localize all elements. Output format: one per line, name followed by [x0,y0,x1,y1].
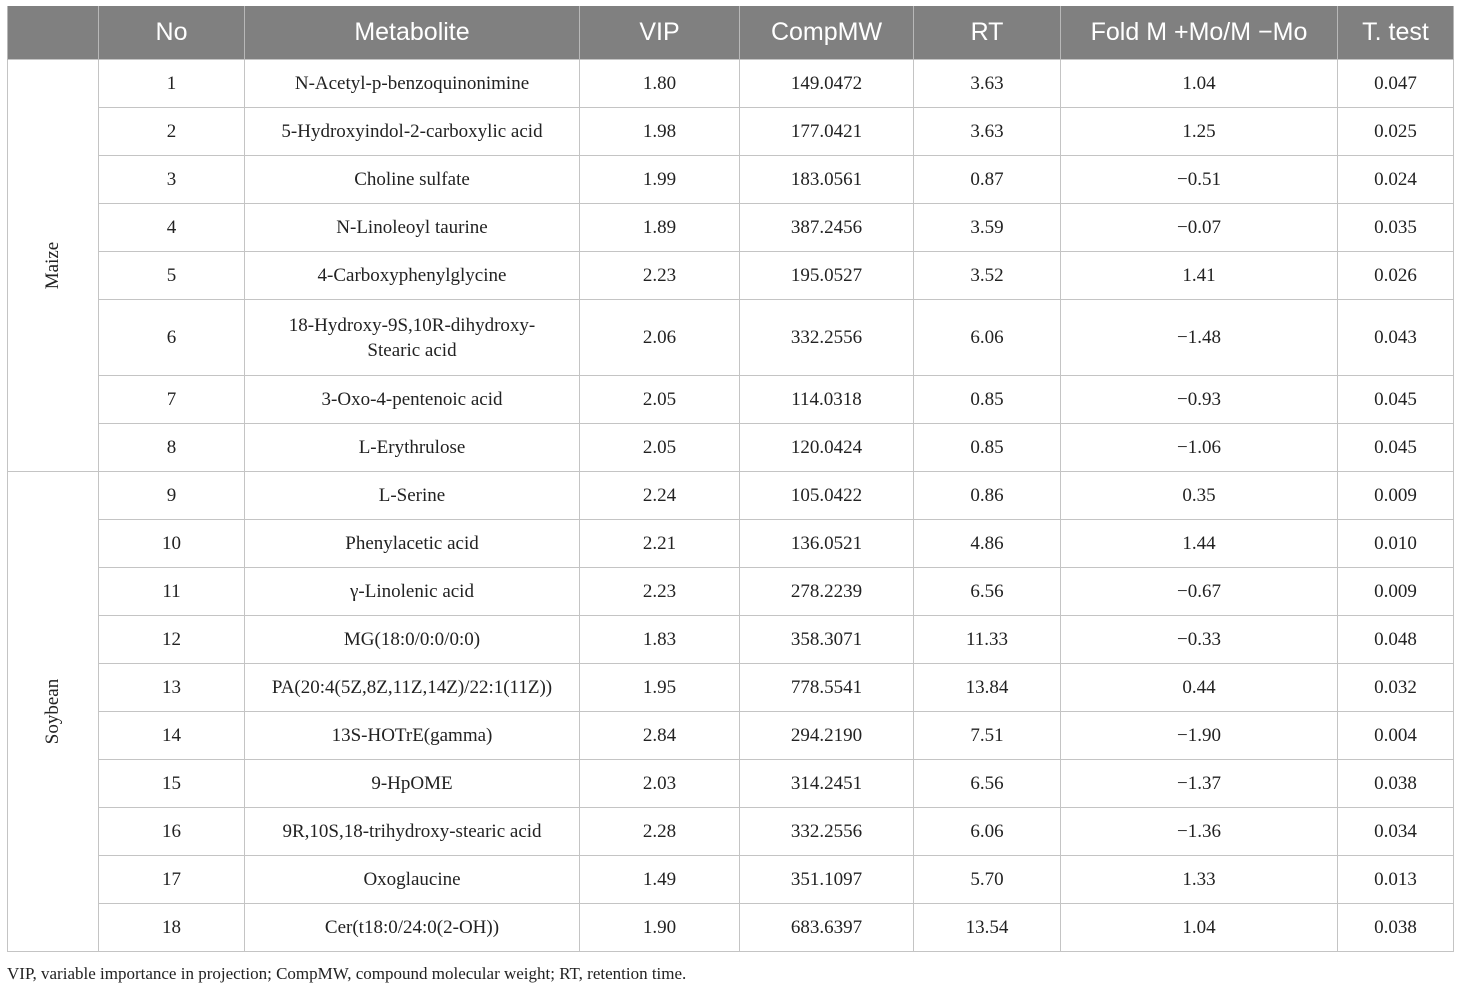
cell-vip: 2.21 [580,520,740,568]
cell-rt: 3.63 [914,108,1061,156]
cell-compmw: 278.2239 [740,568,914,616]
table-row [8,616,1454,664]
cell-rt: 3.63 [914,60,1061,108]
cell-ttest: 0.034 [1338,808,1454,856]
cell-no: 15 [99,760,245,808]
cell-rt: 13.54 [914,904,1061,952]
cell-compmw: 195.0527 [740,252,914,300]
cell-fold: −1.90 [1061,712,1338,760]
cell-vip: 1.49 [580,856,740,904]
cell-vip: 1.90 [580,904,740,952]
table-row [8,60,1454,108]
table-row [8,472,1454,520]
metabolite-table [7,6,1454,952]
cell-no: 11 [99,568,245,616]
group-label-maize: Maize [8,60,99,472]
cell-ttest: 0.009 [1338,472,1454,520]
cell-metabolite: 4-Carboxyphenylglycine [245,252,580,300]
cell-fold: 1.04 [1061,60,1338,108]
cell-rt: 5.70 [914,856,1061,904]
cell-vip: 2.23 [580,252,740,300]
metabolite-table-container [7,6,1453,952]
cell-compmw: 351.1097 [740,856,914,904]
cell-metabolite [245,300,580,376]
table-row [8,760,1454,808]
table-row [8,156,1454,204]
table-row [8,904,1454,952]
cell-ttest: 0.047 [1338,60,1454,108]
cell-no: 4 [99,204,245,252]
metabolite-line-2: Stearic acid [367,339,457,361]
cell-no: 6 [99,300,245,376]
table-row [8,808,1454,856]
cell-compmw: 778.5541 [740,664,914,712]
table-row [8,664,1454,712]
cell-no: 8 [99,424,245,472]
cell-fold: 1.41 [1061,252,1338,300]
cell-vip: 1.80 [580,60,740,108]
cell-compmw: 183.0561 [740,156,914,204]
cell-metabolite: L-Serine [245,472,580,520]
cell-ttest: 0.026 [1338,252,1454,300]
cell-fold: −1.36 [1061,808,1338,856]
cell-metabolite: Choline sulfate [245,156,580,204]
cell-ttest: 0.004 [1338,712,1454,760]
table-footnote: VIP, variable importance in projection; CompMW, compound molecular weight; RT, retention time. [7,964,687,983]
cell-ttest: 0.045 [1338,424,1454,472]
header-fold: Fold M +Mo/M −Mo [1061,6,1338,60]
cell-compmw: 114.0318 [740,376,914,424]
cell-no: 13 [99,664,245,712]
cell-ttest: 0.035 [1338,204,1454,252]
header-vip: VIP [580,6,740,60]
cell-fold: 1.25 [1061,108,1338,156]
cell-no: 18 [99,904,245,952]
cell-rt: 6.06 [914,808,1061,856]
cell-compmw: 136.0521 [740,520,914,568]
header-no: No [99,6,245,60]
cell-vip: 2.84 [580,712,740,760]
cell-rt: 3.52 [914,252,1061,300]
cell-fold: 1.33 [1061,856,1338,904]
cell-fold: −0.93 [1061,376,1338,424]
cell-ttest: 0.048 [1338,616,1454,664]
header-metabolite: Metabolite [245,6,580,60]
cell-vip: 2.24 [580,472,740,520]
cell-rt: 0.85 [914,376,1061,424]
cell-fold: 0.35 [1061,472,1338,520]
cell-ttest: 0.013 [1338,856,1454,904]
cell-fold: −1.48 [1061,300,1338,376]
cell-rt: 13.84 [914,664,1061,712]
cell-vip: 2.06 [580,300,740,376]
cell-metabolite: Phenylacetic acid [245,520,580,568]
cell-rt: 4.86 [914,520,1061,568]
cell-vip: 1.95 [580,664,740,712]
table-row [8,252,1454,300]
cell-metabolite: Oxoglaucine [245,856,580,904]
group-label-soybean: Soybean [8,472,99,952]
cell-ttest: 0.009 [1338,568,1454,616]
cell-metabolite: Cer(t18:0/24:0(2-OH)) [245,904,580,952]
cell-rt: 7.51 [914,712,1061,760]
cell-compmw: 149.0472 [740,60,914,108]
cell-no: 9 [99,472,245,520]
cell-metabolite: 9R,10S,18-trihydroxy-stearic acid [245,808,580,856]
cell-ttest: 0.045 [1338,376,1454,424]
cell-ttest: 0.038 [1338,760,1454,808]
cell-no: 17 [99,856,245,904]
cell-vip: 2.28 [580,808,740,856]
table-row [8,204,1454,252]
cell-no: 2 [99,108,245,156]
cell-rt: 11.33 [914,616,1061,664]
cell-compmw: 294.2190 [740,712,914,760]
cell-vip: 1.99 [580,156,740,204]
cell-vip: 2.05 [580,424,740,472]
cell-no: 5 [99,252,245,300]
header-rt: RT [914,6,1061,60]
cell-fold: −0.33 [1061,616,1338,664]
cell-ttest: 0.038 [1338,904,1454,952]
cell-compmw: 105.0422 [740,472,914,520]
table-row [8,424,1454,472]
cell-rt: 0.85 [914,424,1061,472]
cell-fold: −0.67 [1061,568,1338,616]
cell-no: 12 [99,616,245,664]
cell-metabolite: N-Linoleoyl taurine [245,204,580,252]
cell-compmw: 120.0424 [740,424,914,472]
cell-vip: 1.83 [580,616,740,664]
cell-metabolite: γ-Linolenic acid [245,568,580,616]
cell-metabolite: N-Acetyl-p-benzoquinonimine [245,60,580,108]
cell-rt: 6.56 [914,568,1061,616]
cell-no: 7 [99,376,245,424]
cell-metabolite: 3-Oxo-4-pentenoic acid [245,376,580,424]
cell-compmw: 332.2556 [740,808,914,856]
table-row [8,856,1454,904]
cell-no: 1 [99,60,245,108]
cell-vip: 2.03 [580,760,740,808]
cell-fold: 1.04 [1061,904,1338,952]
cell-metabolite: L-Erythrulose [245,424,580,472]
cell-compmw: 177.0421 [740,108,914,156]
cell-no: 16 [99,808,245,856]
cell-compmw: 683.6397 [740,904,914,952]
cell-metabolite: 5-Hydroxyindol-2-carboxylic acid [245,108,580,156]
header-ttest: T. test [1338,6,1454,60]
cell-ttest: 0.032 [1338,664,1454,712]
cell-fold: −1.06 [1061,424,1338,472]
table-row [8,300,1454,376]
cell-compmw: 387.2456 [740,204,914,252]
table-row [8,376,1454,424]
cell-fold: −1.37 [1061,760,1338,808]
table-row [8,108,1454,156]
table-row [8,520,1454,568]
cell-ttest: 0.024 [1338,156,1454,204]
header-row [8,6,1454,60]
cell-fold: 1.44 [1061,520,1338,568]
cell-compmw: 314.2451 [740,760,914,808]
cell-metabolite: PA(20:4(5Z,8Z,11Z,14Z)/22:1(11Z)) [245,664,580,712]
cell-rt: 0.86 [914,472,1061,520]
metabolite-line-1: 18-Hydroxy-9S,10R-dihydroxy- [288,314,536,336]
cell-rt: 6.06 [914,300,1061,376]
cell-metabolite: MG(18:0/0:0/0:0) [245,616,580,664]
cell-compmw: 332.2556 [740,300,914,376]
cell-fold: −0.07 [1061,204,1338,252]
cell-no: 10 [99,520,245,568]
cell-rt: 6.56 [914,760,1061,808]
cell-ttest: 0.043 [1338,300,1454,376]
cell-rt: 0.87 [914,156,1061,204]
header-group [8,6,99,60]
cell-fold: −0.51 [1061,156,1338,204]
cell-compmw: 358.3071 [740,616,914,664]
cell-rt: 3.59 [914,204,1061,252]
cell-no: 14 [99,712,245,760]
cell-no: 3 [99,156,245,204]
cell-metabolite: 9-HpOME [245,760,580,808]
cell-metabolite: 13S-HOTrE(gamma) [245,712,580,760]
cell-vip: 2.05 [580,376,740,424]
cell-fold: 0.44 [1061,664,1338,712]
table-row [8,568,1454,616]
header-compmw: CompMW [740,6,914,60]
cell-vip: 1.89 [580,204,740,252]
cell-ttest: 0.025 [1338,108,1454,156]
table-row [8,712,1454,760]
cell-vip: 2.23 [580,568,740,616]
cell-ttest: 0.010 [1338,520,1454,568]
cell-vip: 1.98 [580,108,740,156]
